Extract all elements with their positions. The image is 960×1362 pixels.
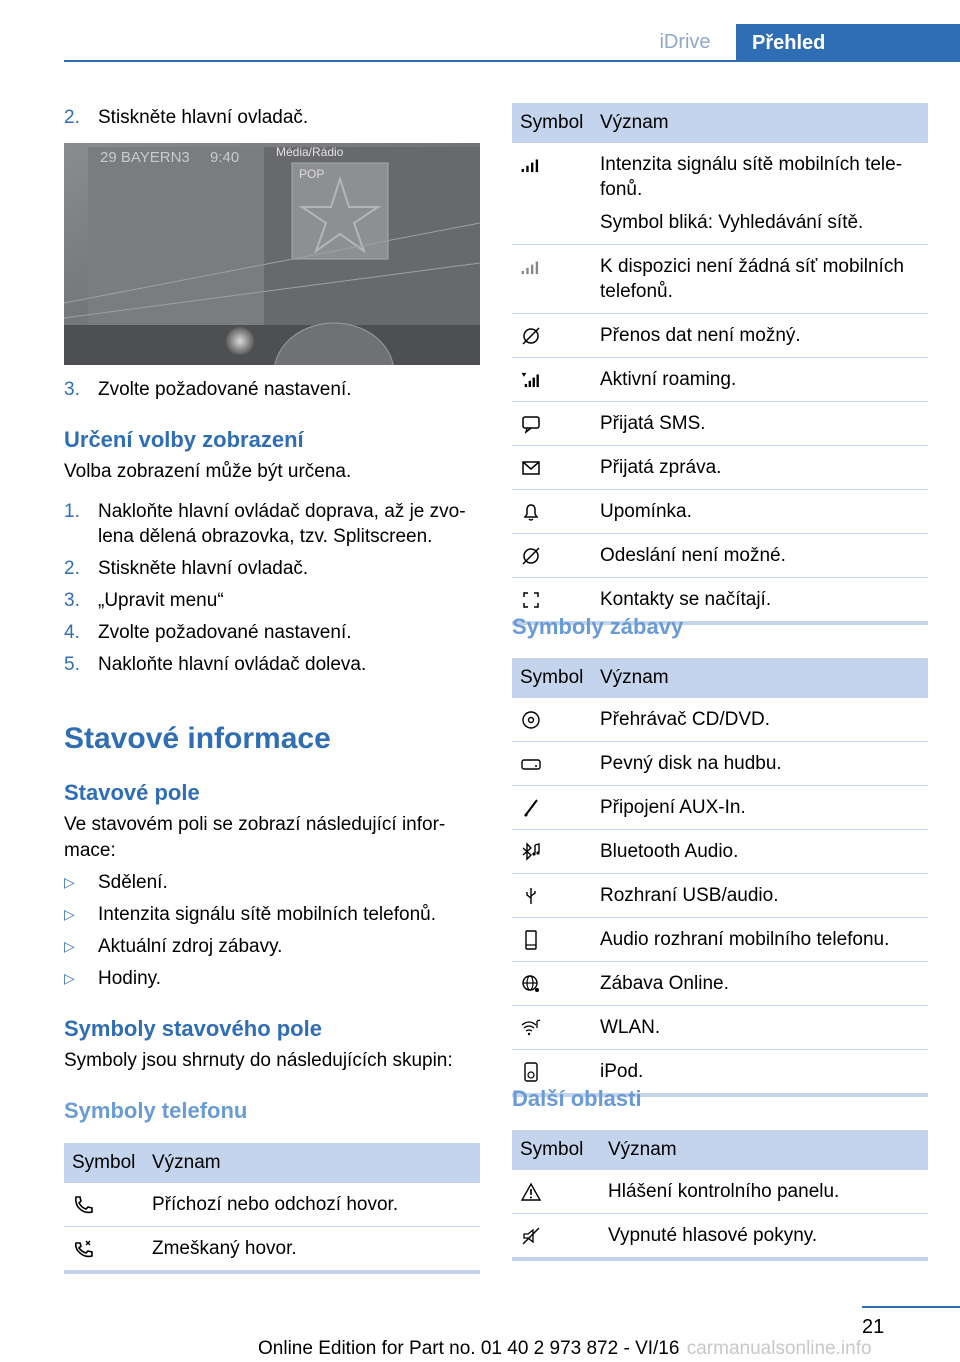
- table-row: Audio rozhraní mobilního telefonu.: [512, 918, 928, 962]
- triangle-bullet-icon: ▷: [64, 938, 75, 954]
- mail-icon: [520, 457, 542, 479]
- table-row: Přehrávač CD/DVD.: [512, 698, 928, 742]
- hard-disk-icon: [520, 753, 542, 775]
- table-row: Zábava Online.: [512, 962, 928, 1006]
- table-zabavy: [512, 658, 928, 1097]
- bluetooth-audio-icon: [520, 841, 542, 863]
- signal-bars-icon: [520, 154, 542, 176]
- screen-time-label: 9:40: [210, 149, 240, 166]
- paragraph-symboly: Symboly jsou shrnuty do následujících skupin:: [64, 1050, 453, 1071]
- table-row: Příchozí nebo odchozí hovor.: [64, 1183, 480, 1227]
- heading-telefon: Symboly telefonu: [64, 1098, 248, 1123]
- table-header-row: Symbol Význam: [512, 658, 928, 698]
- idrive-screen-graphic: [64, 143, 480, 365]
- warning-icon: [520, 1181, 542, 1203]
- bell-icon: [520, 501, 542, 523]
- wlan-icon: [520, 1017, 542, 1039]
- mobile-phone-icon: [520, 929, 542, 951]
- tab-idrive[interactable]: iDrive: [659, 31, 711, 53]
- phone-icon: [72, 1194, 94, 1216]
- paragraph-volba: Volba zobrazení může být určena.: [64, 461, 352, 482]
- contacts-loading-icon: [520, 589, 542, 611]
- page-number: 21: [862, 1316, 885, 1338]
- table-header-row: Symbol Význam: [64, 1143, 480, 1183]
- cd-icon: [520, 709, 542, 731]
- send-blocked-icon: [520, 545, 542, 567]
- table-row: Pevný disk na hudbu.: [512, 742, 928, 786]
- triangle-bullet-icon: ▷: [64, 906, 75, 922]
- triangle-bullet-icon: ▷: [64, 970, 75, 986]
- table-row: WLAN.: [512, 1006, 928, 1050]
- screen-menu-label: Média/Rádio: [276, 145, 344, 159]
- sms-icon: [520, 413, 542, 435]
- heading-stavove-informace: Stavové informace: [64, 722, 331, 755]
- table-row: iPod.: [512, 1050, 928, 1096]
- table-telefon: [64, 1143, 480, 1274]
- voice-off-icon: [520, 1225, 542, 1247]
- watermark: carmanualsonline.info: [686, 1338, 872, 1359]
- table-row: Rozhraní USB/audio.: [512, 874, 928, 918]
- usb-icon: [520, 885, 542, 907]
- table-row: Kontakty se načítají.: [512, 578, 928, 624]
- heading-volba: Určení volby zobrazení: [64, 427, 304, 452]
- table-row: Přijatá SMS.: [512, 402, 928, 446]
- footer-rule: [862, 1306, 960, 1308]
- table-row: Vypnuté hlasové pokyny.: [512, 1214, 928, 1260]
- missed-call-icon: [72, 1238, 94, 1260]
- idrive-screen-image: [64, 143, 480, 365]
- table-row: Upomínka.: [512, 490, 928, 534]
- table-signal: [512, 103, 928, 625]
- heading-stavove-pole: Stavové pole: [64, 780, 200, 805]
- table-row: Přenos dat není možný.: [512, 314, 928, 358]
- roaming-icon: [520, 369, 542, 391]
- table-row: Připojení AUX-In.: [512, 786, 928, 830]
- table-header-row: Symbol Význam: [512, 103, 928, 143]
- online-icon: [520, 973, 542, 995]
- table-row: Přijatá zpráva.: [512, 446, 928, 490]
- aux-in-icon: [520, 797, 542, 819]
- edition-line: Online Edition for Part no. 01 40 2 973 872 - VI/16 carmanualsonline.info: [258, 1338, 872, 1359]
- table-row: Aktivní roaming.: [512, 358, 928, 402]
- table-header-row: Symbol Význam: [512, 1130, 928, 1170]
- table-row: Odeslání není možné.: [512, 534, 928, 578]
- table-row: Hlášení kontrolního panelu.: [512, 1170, 928, 1214]
- table-row: K dispozici není žádná síť mobilních telefonů.: [512, 245, 928, 314]
- triangle-bullet-icon: ▷: [64, 874, 75, 890]
- table-row: Intenzita signálu sítě mobilních telefonů. Symbol bliká: Vyhledávání sítě.: [512, 143, 928, 245]
- table-row: Zmeškaný hovor.: [64, 1227, 480, 1273]
- ipod-icon: [520, 1061, 542, 1083]
- screen-station-label: 29 BAYERN3: [100, 149, 190, 166]
- table-row: Bluetooth Audio.: [512, 830, 928, 874]
- screen-genre-label: POP: [299, 167, 325, 181]
- no-data-icon: [520, 325, 542, 347]
- no-network-icon: [520, 256, 542, 278]
- left-column: 2. Stiskněte hlavní ovladač. 3. Zvolte požadované nastavení. Určení volby zobrazení Volba zobrazení může být určena. 1. Nakloňte hlavní ovládač doprava, až je zvolena dělená obrazovka, tzv. Splitscreen. 2. Stiskněte hlavní ovladač. 3. „Upravit menu“ 4. Zvolte požadované nastavení. 5. Nakloňte hlavní ovládač doleva. Stavové informace Stavové pole Ve stavovém poli se zobrazí následující informace: ▷ Sdělení. ▷ Intenzita signálu sítě mobilních telefonů. ▷ Aktuální zdroj zábavy. ▷ Hodiny. Symboly stavového pole Symboly jsou shrnuty do následujících skupin: Symboly telefonu Symbol Význam Příchozí nebo odchozí hovor. Zmeškaný hovor.: [64, 0, 480, 1290]
- right-column: [512, 0, 928, 1290]
- heading-zabavy: Symboly zábavy: [512, 614, 684, 639]
- table-dalsi: [512, 1130, 928, 1261]
- tab-prehled[interactable]: Přehled: [736, 24, 960, 62]
- heading-dalsi: Další oblasti: [512, 1086, 642, 1111]
- paragraph-pole: Ve stavovém poli se zobrazí následující informace:: [64, 814, 446, 861]
- heading-symboly: Symboly stavového pole: [64, 1016, 322, 1041]
